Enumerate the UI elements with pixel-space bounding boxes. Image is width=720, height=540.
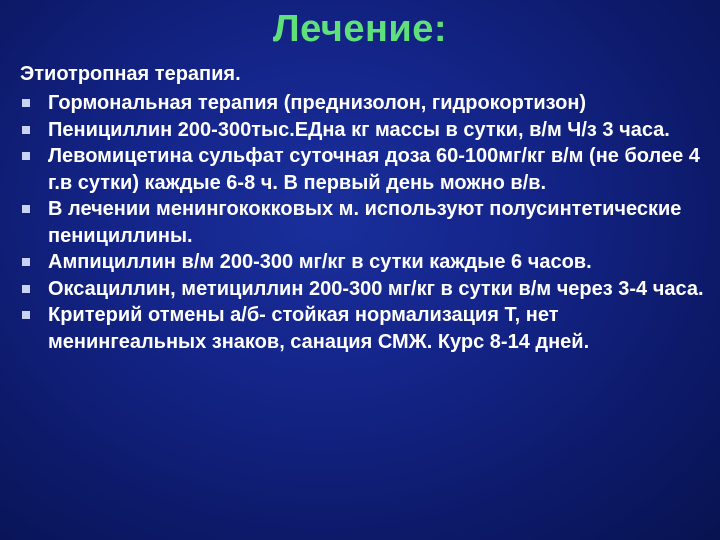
bullet-item [20,143,705,196]
bullet-item [20,302,705,355]
bullet-item [20,276,705,303]
bullet-item [20,249,705,276]
slide-subtitle: Этиотропная терапия. [20,63,241,85]
square-bullet-icon [22,126,30,134]
bullet-text: В лечении менингококковых м. используют полусинтетические пенициллины. [48,198,682,247]
slide-title: Лечение: [272,8,448,50]
bullet-text: Левомицетина сульфат суточная доза 60-100мг/кг в/м (не более 4 г.в сутки) каждые 6-8 ч. В первый день можно в/в. [48,145,700,194]
bullet-text: Пенициллин 200-300тыс.ЕДна кг массы в сутки, в/м Ч/з 3 часа. [48,118,670,141]
square-bullet-icon [22,205,30,213]
bullet-text: Гормональная терапия (преднизолон, гидрокортизон) [48,92,587,114]
bullet-item [20,196,705,249]
bullet-item [20,90,705,117]
bullet-text: Оксациллин, метициллин 200-300 мг/кг в сутки в/м через 3-4 часа. [48,277,704,300]
square-bullet-icon [22,285,30,293]
bullet-item [20,117,705,144]
square-bullet-icon [22,152,30,160]
square-bullet-icon [22,311,30,319]
bullet-text: Критерий отмены а/б- стойкая нормализация Т, нет менингеальных знаков, санация СМЖ. Курс 8-14 дней. [48,304,590,353]
square-bullet-icon [22,258,30,266]
bullet-text: Ампициллин в/м 200-300 мг/кг в сутки каждые 6 часов. [48,251,592,273]
square-bullet-icon [22,99,30,107]
bullet-list [20,90,705,355]
